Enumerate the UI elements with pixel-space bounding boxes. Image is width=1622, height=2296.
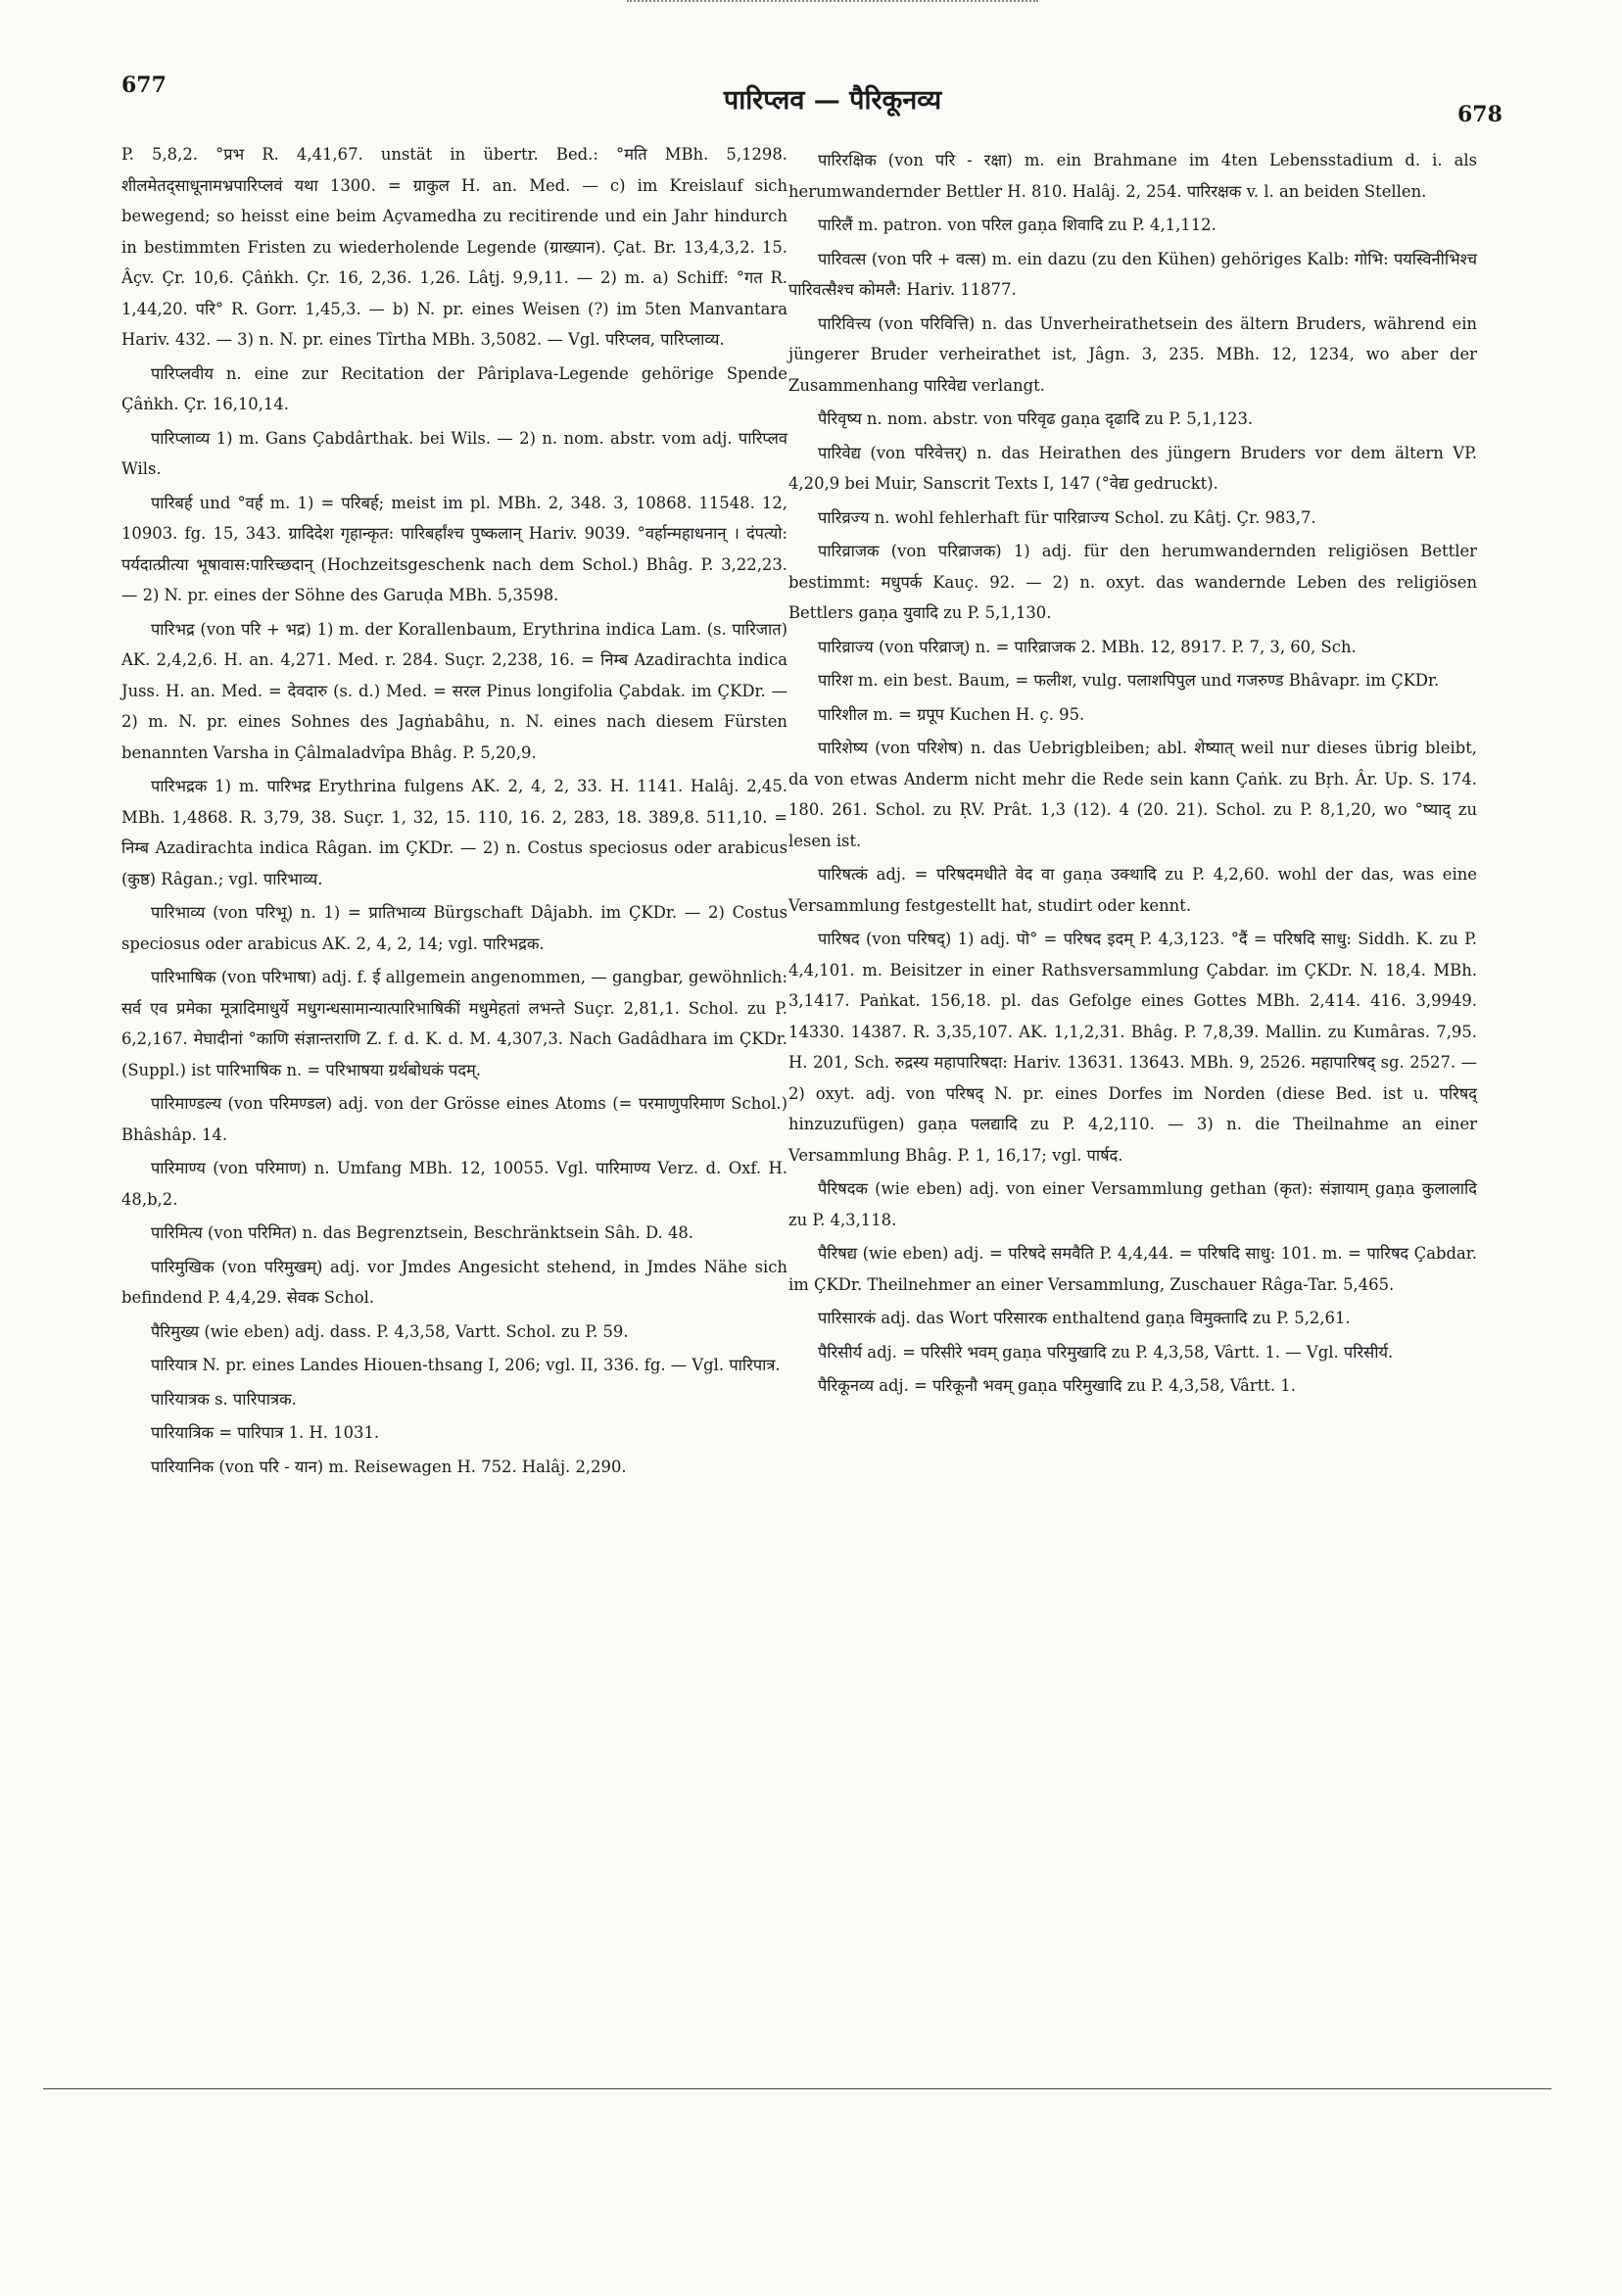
dictionary-entry: पारिवत्स (von परि + वत्स) m. ein dazu (zu den Kühen) gehöriges Kalb: गोभि: पयस्विनीभिश्च पारिवत्सैश्च कोमलै: Hariv. 11877.	[788, 249, 1477, 299]
footer-rule	[43, 2088, 1551, 2089]
dictionary-entry: पारिलैं m. patron. von परिल gaṇa शिवादि zu P. 4,1,112.	[818, 215, 1216, 234]
dictionary-entry: पारिव्रज्य n. wohl fehlerhaft für पारिव्राज्य Schol. zu Kâtj. Çr. 983,7.	[818, 507, 1316, 527]
dictionary-entry: पारिमाण्य (von परिमाण) n. Umfang MBh. 12, 10055. Vgl. पारिमाण्य Verz. d. Oxf. H. 48,b,2.	[121, 1159, 787, 1209]
dictionary-entry: पारिभद्र (von परि + भद्र) 1) m. der Korallenbaum, Erythrina indica Lam. (s. पारिजात) AK. 2,4,2,6. H. an. 4,271. Med. r. 284. Suçr. 2,238, 16. = निम्ब Azadirachta indica Juss. H. an. Med. = देवदारु (s. d.) Med. = सरल Pinus longifolia Çabdak. im ÇKDr. — 2) m. N. pr. eines Sohnes des Jagṅabâhu, n. N. eines nach diesem Fürsten benannten Varsha in Çâlmaladvîpa Bhâg. P. 5,20,9.	[121, 619, 787, 762]
dictionary-entry: पारिरक्षिक (von परि - रक्षा) m. ein Brahmane im 4ten Lebensstadium d. i. als herumwandernder Bettler H. 810. Halâj. 2, 254. पारिरक्षक v. l. an beiden Stellen.	[788, 151, 1477, 201]
dictionary-entry: पारिभद्रक 1) m. पारिभद्र Erythrina fulgens AK. 2, 4, 2, 33. H. 1141. Halâj. 2,45. MBh. 1,4868. R. 3,79, 38. Suçr. 1, 32, 15. 110, 16. 2, 283, 18. 389,8. 511,10. = निम्ब Azadirachta indica Râgan. im ÇKDr. — 2) n. Costus speciosus oder arabicus (कुष्ठ) Râgan.; vgl. पारिभाव्य.	[121, 777, 787, 888]
dictionary-entry: पारियात्रक s. पारिपात्रक.	[151, 1389, 297, 1409]
right-column	[788, 145, 1477, 1405]
dictionary-entry: पैरिमुख्य (wie eben) adj. dass. P. 4,3,58, Vartt. Schol. zu P. 59.	[151, 1321, 629, 1341]
dictionary-entry: पारिश m. ein best. Baum, = फलीश, vulg. पलाशपिपुल und गजरुण्ड Bhâvapr. im ÇKDr.	[818, 671, 1440, 690]
dictionary-entry: पारियात्र N. pr. eines Landes Hiouen-thsang I, 206; vgl. II, 336. fg. — Vgl. पारिपात्र.	[151, 1356, 781, 1374]
dictionary-entry: पारियात्रिक = पारिपात्र 1. H. 1031.	[151, 1423, 380, 1442]
dictionary-entry: पारिशील m. = ग्रपूप Kuchen H. ç. 95.	[818, 704, 1085, 724]
dictionary-entry: पारियानिक (von परि - यान) m. Reisewagen H. 752. Halâj. 2,290.	[151, 1457, 627, 1476]
dictionary-entry: पारिव्राज्य (von परिव्राज्) n. = पारिव्राजक 2. MBh. 12, 8917. P. 7, 3, 60, Sch.	[818, 637, 1357, 656]
dictionary-entry: पारिमुखिक (von परिमुखम्) adj. vor Jmdes Angesicht stehend, in Jmdes Nähe sich befindend P. 4,4,29. सेवक Schol.	[121, 1257, 787, 1307]
dictionary-entry: पारिवित्त्य (von परिवित्ति) n. das Unverheirathetsein des ältern Bruders, während ein jüngerer Bruder verheirathet ist, Jâgn. 3, 235. MBh. 12, 1234, wo aber der Zusammenhang पारिवेद्य verlangt.	[788, 313, 1477, 395]
dictionary-entry: पारिवेद्य (von परिवेत्तर्) n. das Heirathen des jüngern Bruders vor dem ältern VP. 4,20,9 bei Muir, Sanscrit Texts I, 147 (°वेद्य gedruckt).	[788, 443, 1477, 493]
dictionary-entry: पारिषत्कं adj. = परिषदमधीते वेद वा gaṇa उक्थादि zu P. 4,2,60. wohl der das, was eine Versammlung festgestellt hat, studirt oder kennt.	[788, 865, 1477, 915]
dictionary-entry: पारिसारकं adj. das Wort परिसारक enthaltend gaṇa विमुक्तादि zu P. 5,2,61.	[818, 1309, 1351, 1327]
dictionary-entry: पारिभाव्य (von परिभू) n. 1) = प्रातिभाव्य Bürgschaft Dâjabh. im ÇKDr. — 2) Costus speciosus oder arabicus AK. 2, 4, 2, 14; vgl. पारिभद्रक.	[121, 903, 787, 953]
dictionary-entry: पारिमित्य (von परिमित) n. das Begrenztsein, Beschränktsein Sâh. D. 48.	[151, 1223, 694, 1242]
dictionary-entry: पारिव्राजक (von परिव्राजक) 1) adj. für den herumwandernden religiösen Bettler bestimmt: मधुपर्क Kauç. 92. — 2) n. oxyt. das wandernde Leben des religiösen Bettlers gaṇa युवादि zu P. 5,1,130.	[788, 542, 1477, 622]
dictionary-entry: पारिप्लवीय n. eine zur Recitation der Pâriplava-Legende gehörige Spende Çâṅkh. Çr. 16,10,14.	[121, 363, 787, 413]
dictionary-entry: पैरिषद्य (wie eben) adj. = परिषदे समवैति P. 4,4,44. = परिषदि साधु: 101. m. = पारिषद Çabdar. im ÇKDr. Theilnehmer an einer Versammlung, Zuschauer Râga-Tar. 5,465.	[788, 1244, 1477, 1294]
dictionary-entry: P. 5,8,2. °प्रभ R. 4,41,67. unstät in übertr. Bed.: °मति MBh. 5,1298. शीलमेतद्साधूनामभ्रपारिप्लवं यथा 1300. = ग्राकुल H. an. Med. — c) im Kreislauf sich bewegend; so heisst eine beim Açvamedha zu recitirende und ein Jahr hindurch in bestimmten Fristen zu wiederholende Legende (ग्राख्यान). Çat. Br. 13,4,3,2. 15. Âçv. Çr. 10,6. Çâṅkh. Çr. 16, 2,36. 1,26. Lâṭj. 9,9,11. — 2) m. a) Schiff: °गत R. 1,44,20. परि° R. Gorr. 1,45,3. — b) N. pr. eines Weisen (?) im 5ten Manvantara Hariv. 432. — 3) n. N. pr. eines Tîrtha MBh. 3,5082. — Vgl. परिप्लव, पारिप्लाव्य.	[121, 145, 787, 349]
dictionary-entry: पैरिसीर्य adj. = परिसीरे भवम् gaṇa परिमुखादि zu P. 4,3,58, Vârtt. 1. — Vgl. परिसीर्य.	[818, 1342, 1394, 1362]
scan-mark	[627, 0, 1038, 8]
dictionary-entry: पैरिषदक (wie eben) adj. von einer Versammlung gethan (कृत): संज्ञायाम् gaṇa कुलालादि zu P. 4,3,118.	[788, 1179, 1477, 1229]
dictionary-entry: पारिबर्ह und °वर्ह m. 1) = परिबर्ह; meist im pl. MBh. 2, 348. 3, 10868. 11548. 12, 10903. fg. 15, 343. ग्रादिदेश गृहान्कृत: पारिबर्हांश्च पुष्कलान् Hariv. 9039. °वर्हान्महाधनान् । दंपत्यो: पर्यदात्प्रीत्या भूषावास:पारिच्छदान् (Hochzeitsgeschenk nach dem Schol.) Bhâg. P. 3,22,23. — 2) N. pr. eines der Söhne des Garuḍa MBh. 5,3598.	[121, 493, 787, 604]
dictionary-entry: पारिषद (von परिषद्) 1) adj. पॊ° = परिषद इदम् P. 4,3,123. °दैं = परिषदि साधु: Siddh. K. zu P. 4,4,101. m. Beisitzer in einer Rathsversammlung Çabdar. im ÇKDr. N. 18,4. MBh. 3,1417. Paṅkat. 156,18. pl. das Gefolge eines Gottes MBh. 2,414. 416. 3,9949. 14330. 14387. R. 3,35,107. AK. 1,1,2,31. Bhâg. P. 7,8,39. Mallin. zu Kumâras. 7,95. H. 201, Sch. रुद्रस्य महापारिषदा: Hariv. 13631. 13643. MBh. 9, 2526. महापारिषद् sg. 2527. — 2) oxyt. adj. von परिषद् N. pr. eines Dorfes im Norden (diese Bed. ist u. परिषद् hinzuzufügen) gaṇa पलद्यादि zu P. 4,2,110. — 3) n. die Theilnahme an einer Versammlung Bhâg. P. 1, 16,17; vgl. पार्षद.	[788, 930, 1477, 1165]
page-number-right: 678	[1457, 102, 1503, 127]
running-title: पारिप्लव — पैरिकूनव्य	[723, 85, 942, 116]
dictionary-entry: पारिप्लाव्य 1) m. Gans Çabdârthak. bei Wils. — 2) n. nom. abstr. vom adj. पारिप्लव Wils.	[121, 428, 787, 478]
left-column	[121, 139, 787, 1485]
page-number-left: 677	[121, 72, 167, 98]
dictionary-entry: पैरिकूनव्य adj. = परिकूनौ भवम् gaṇa परिमुखादि zu P. 4,3,58, Vârtt. 1.	[818, 1376, 1296, 1395]
dictionary-entry: पारिशेष्य (von परिशेष) n. das Uebrigbleiben; abl. शेष्यात् weil nur dieses übrig bleibt, da von etwas Anderm nicht mehr die Rede sein kann Çaṅk. zu Bṛh. Âr. Up. S. 174. 180. 261. Schol. zu ṚV. Prât. 1,3 (12). 4 (20. 21). Schol. zu P. 8,1,20, wo °ष्याद् zu lesen ist.	[788, 739, 1477, 850]
dictionary-entry: पारिमाण्डल्य (von परिमण्डल) adj. von der Grösse eines Atoms (= परमाणुपरिमाण Schol.) Bhâshâp. 14.	[121, 1094, 787, 1144]
dictionary-entry: पारिभाषिक (von परिभाषा) adj. f. ई allgemein angenommen, — gangbar, gewöhnlich: सर्व एव प्रमेका मूत्रादिमाधुर्ये मधुगन्धसामान्यात्पारिभाषिकीं मधुमेहतां लभन्ते Suçr. 2,81,1. Schol. zu P. 6,2,167. मेघादीनां °काणि संज्ञान्तराणि Z. f. d. K. d. M. 4,307,3. Nach Gadâdhara im ÇKDr. (Suppl.) ist पारिभाषिक n. = परिभाषया ग्रर्थबोधकं पदम्.	[121, 968, 787, 1079]
dictionary-entry: पैरिवृष्य n. nom. abstr. von परिवृढ gaṇa दृढादि zu P. 5,1,123.	[818, 409, 1254, 428]
